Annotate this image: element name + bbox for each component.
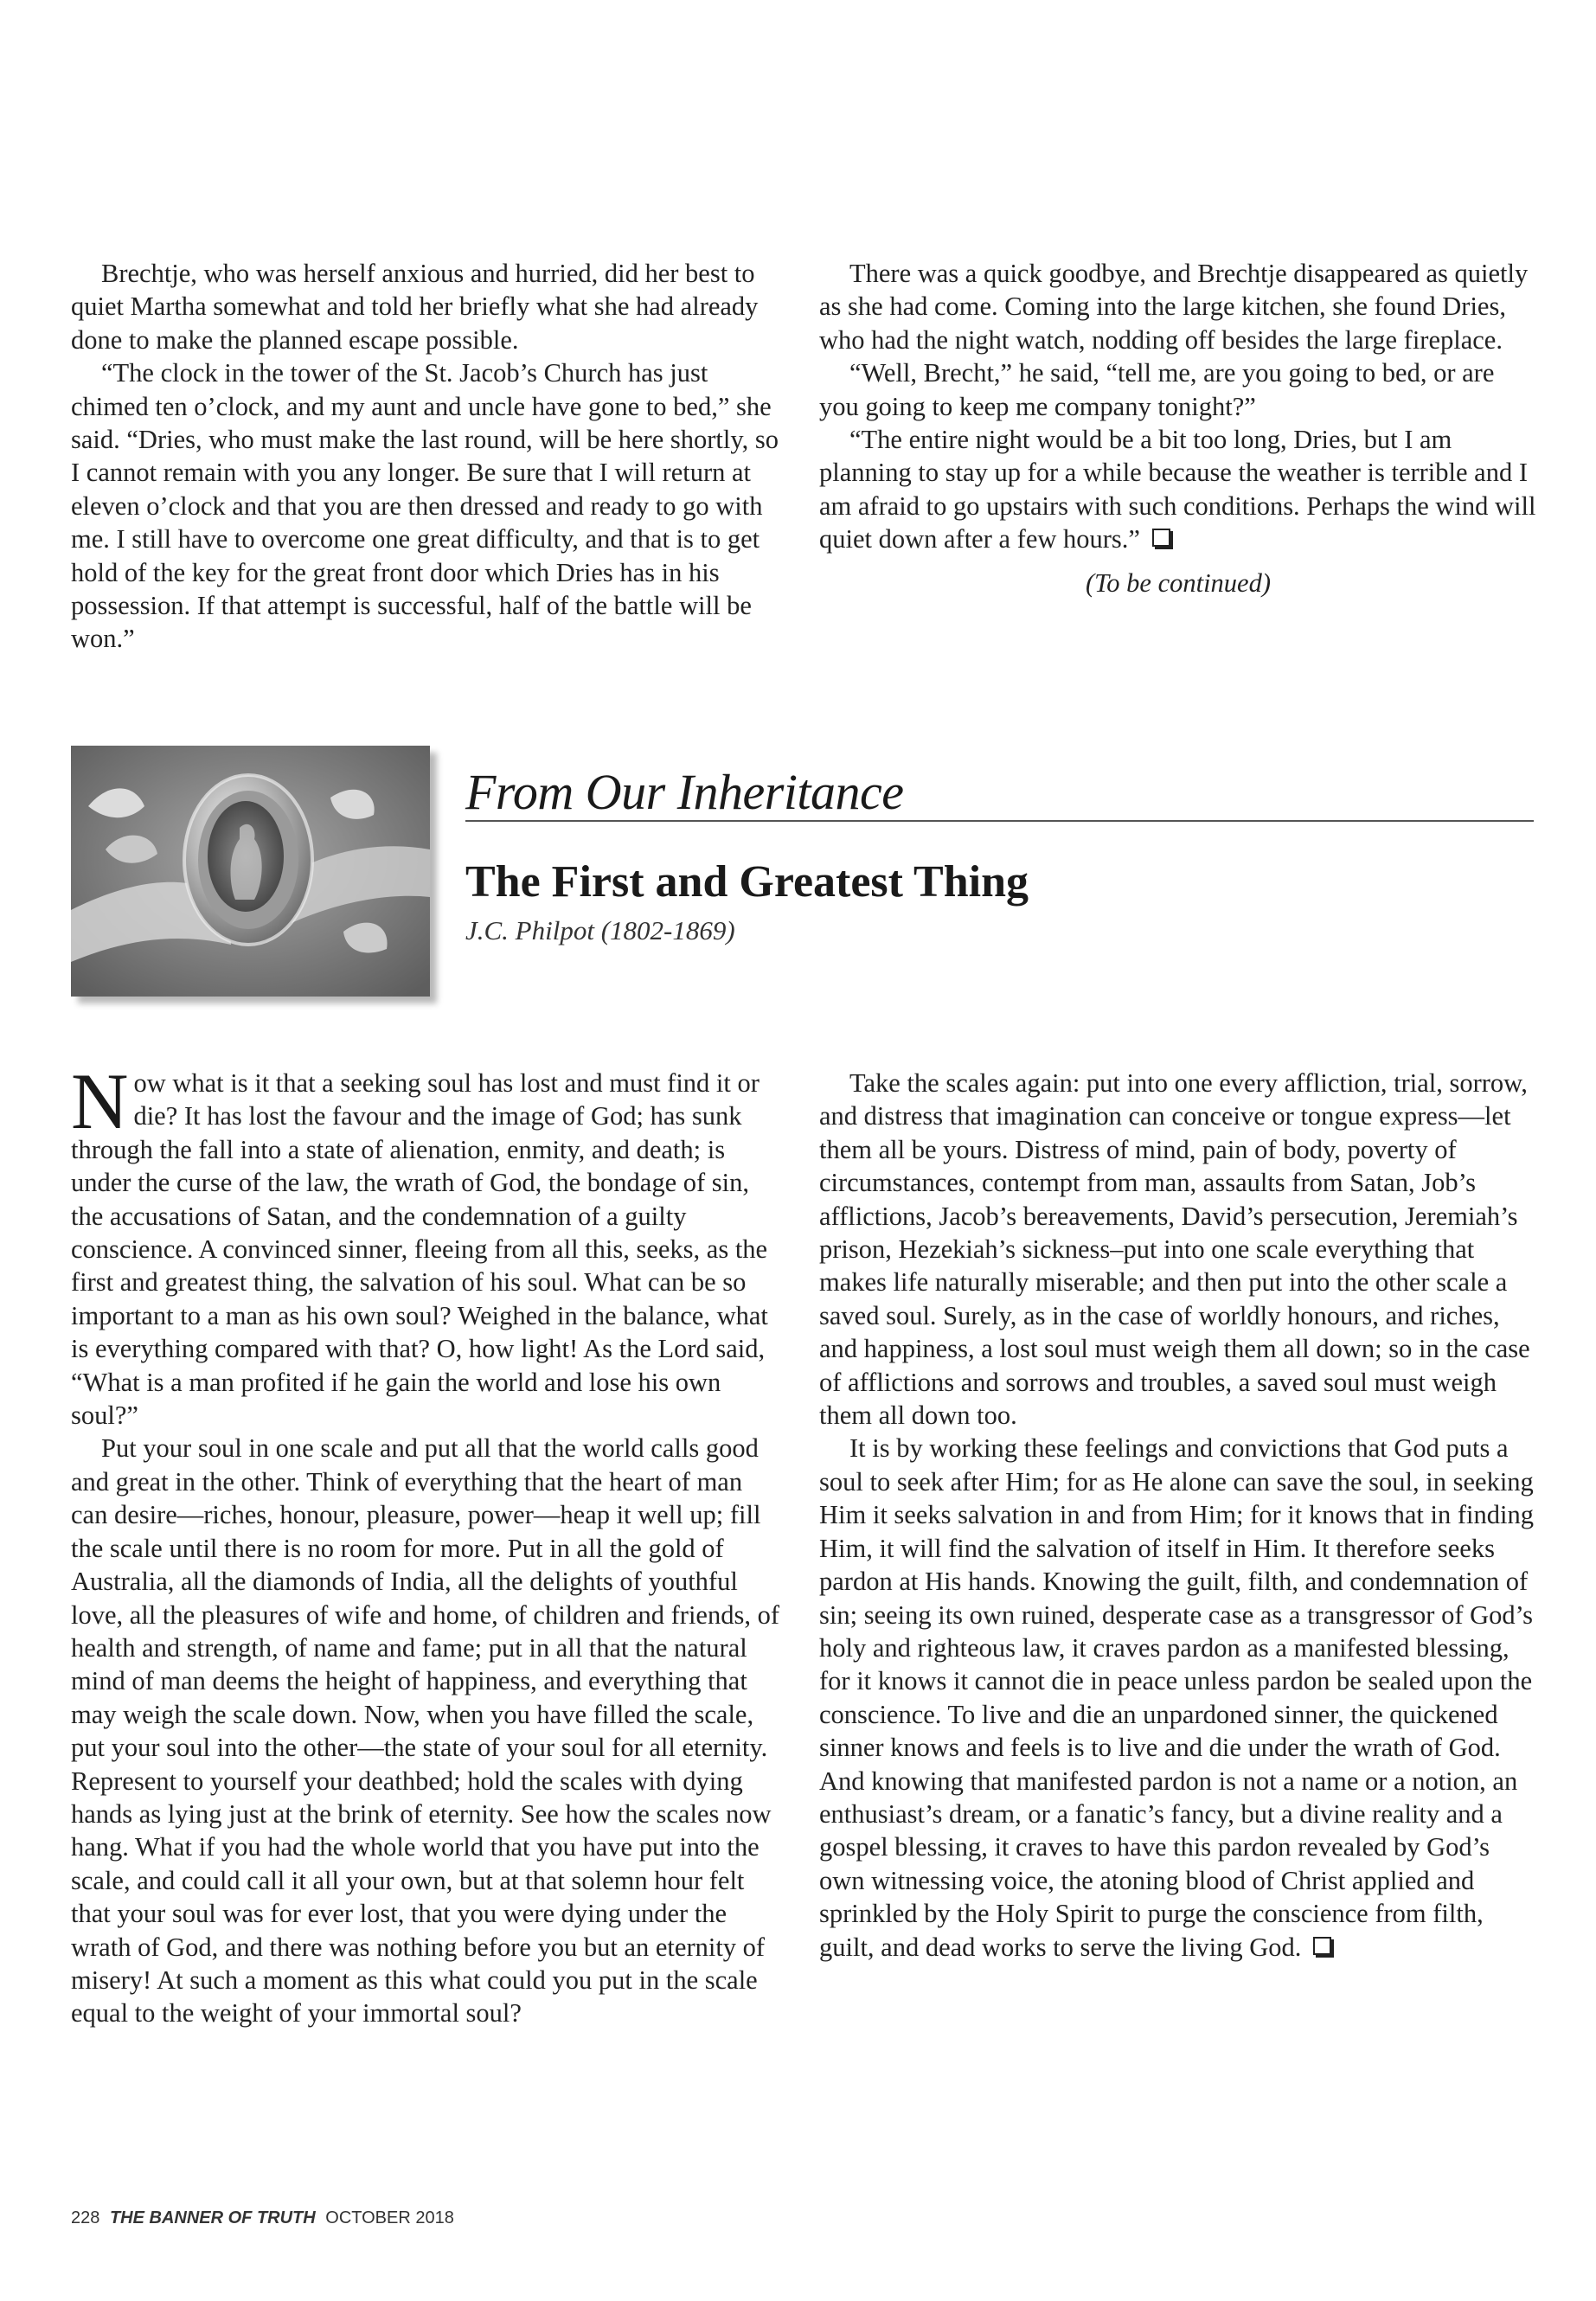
story-column-right <box>819 257 1537 599</box>
story-paragraph: Brechtje, who was herself anxious and hurried, did her best to quiet Martha somewhat and told her briefly what she had already done to make the planned escape possible. <box>71 259 759 355</box>
article-title: The First and Greatest Thing <box>465 857 1029 907</box>
story-paragraph: “Well, Brecht,” he said, “tell me, are you going to bed, or are you going to keep me company tonight?” <box>819 358 1495 421</box>
section-title: From Our Inheritance <box>465 764 904 820</box>
article-paragraph: Put your soul in one scale and put all that the world calls good and great in the other. Think of everything that the heart of man can desire—riches, honour, pleasure, power—heap it well up; fill the scale until there is no room for more. Put in all the gold of Australia, all the diamonds of India, all the delights of youthful love, all the pleasures of wife and home, of children and friends, of health and strength, of name and fame; put in all that the natural mind of man deems the height of happiness, and everything that may weigh the scale down. Now, when you have filled the scale, put your soul into the other—the state of your soul for all eternity. Represent to yourself your deathbed; hold the scales with dying hands as lying just at the brink of eternity. See how the scales now hang. What if you had the whole world that you have put into the scale, and could call it all your own, but at that solemn hour felt that your soul was for ever lost, that you were dying under the wrath of God, and there was nothing before you but an eternity of misery! At such a moment as this what could you put in the scale equal to the weight of your immortal soul? <box>71 1433 779 2029</box>
story-paragraph-last <box>819 423 1537 556</box>
story-paragraph: “The clock in the tower of the St. Jacob’s Church has just chimed ten o’clock, and my aunt and uncle have gone to bed,” she said. “Dries, who must make the last round, will be here shortly, so I cannot remain with you any longer. Be sure that I will return at eleven o’clock and that you are then dressed and ready to go with me. I still have to overcome one great difficulty, and that is to get hold of the key for the great front door which Dries has in his possession. If that attempt is successful, half of the battle will be won.” <box>71 358 779 654</box>
article-column-left <box>71 1057 785 2030</box>
article-paragraph-text: ow what is it that a seeking soul has lost and must find it or die? It has lost the favour and the image of God; has sunk through the fall into a state of alienation, enmity, and death; is under the curse of the law, the wrath of God, the bondage of sin, the accusations of Satan, and the condemnation of a guilty conscience. A convinced sinner, fleeing from all this, seeks, as the first and greatest thing, the salvation of his soul. What can be so important to a man as his own soul? Weighed in the balance, what is everything compared with that? O, how light! As the Lord said, “What is a man profited if he gain the world and lose his own soul?” <box>71 1068 768 1431</box>
drop-cap: N <box>71 1057 129 1145</box>
article-paragraph-first <box>71 1057 785 1432</box>
heritage-ring-photo <box>71 746 430 997</box>
page-number: 228 <box>71 2208 100 2227</box>
article-author: J.C. Philpot (1802-1869) <box>465 915 735 945</box>
article-paragraph-text: It is by working these feelings and convictions that God puts a soul to seek after Him; for as He alone can save the soul, in seeking Him it seeks salvation in and from Him; for it knows that in finding Him, it will find the salvation of itself in Him. It therefore seeks pardon at His hands. Knowing the guilt, filth, and condemnation of sin; seeing its own ruined, desperate case as a transgressor of God’s holy and righteous law, it craves pardon as a manifested blessing, for it knows it cannot die in peace unless pardon be sealed upon the conscience. To live and die an unpardoned sinner, the quickened sinner knows and feels is to live and die under the wrath of God. And knowing that manifested pardon is not a name or a notion, an enthusiast’s dream, or a fanatic’s fancy, but a divine reality and a gospel blessing, it craves to have this pardon revealed by God’s own witnessing voice, the atoning blood of Christ applied and sprinkled by the Holy Spirit to purge the conscience from filth, guilt, and dead works to serve the living God. <box>819 1433 1534 1962</box>
page-footer <box>71 2208 454 2228</box>
issue-date: OCTOBER 2018 <box>325 2208 454 2227</box>
to-be-continued-note: (To be continued) <box>1085 567 1272 598</box>
publication-name: THE BANNER OF TRUTH <box>109 2208 316 2227</box>
article-paragraph-last <box>819 1432 1537 1964</box>
article-column-right <box>819 1067 1537 1964</box>
section-divider <box>465 820 1534 822</box>
story-paragraph-text: “The entire night would be a bit too long, Dries, but I am planning to stay up for a while because the weather is terrible and I am afraid to go upstairs with such conditions. Perhaps the wind will quiet down after a few hours.” <box>819 425 1536 554</box>
article-paragraph: Take the scales again: put into one every affliction, trial, sorrow, and distress that imagination can conceive or tongue express—let them all be yours. Distress of mind, pain of body, poverty of circumstances, contempt from man, assaults from Satan, Job’s afflictions, Jacob’s bereavements, David’s persecution, Jeremiah’s prison, Hezekiah’s sickness–put into one scale everything that makes life naturally miserable; and then put into the other scale a saved soul. Surely, as in the case of worldly honours, and riches, and happiness, a lost soul must weigh them all down; so in the case of afflictions and sorrows and troubles, a saved soul must weigh them all down too. <box>819 1068 1530 1431</box>
end-of-article-icon <box>1152 529 1170 547</box>
story-paragraph: There was a quick goodbye, and Brechtje disappeared as quietly as she had come. Coming into the large kitchen, she found Dries, who had the night watch, nodding off besides the large fireplace. <box>819 259 1529 355</box>
ring-illustration-icon <box>71 746 430 997</box>
story-column-left <box>71 257 785 656</box>
end-of-article-icon <box>1313 1937 1331 1955</box>
